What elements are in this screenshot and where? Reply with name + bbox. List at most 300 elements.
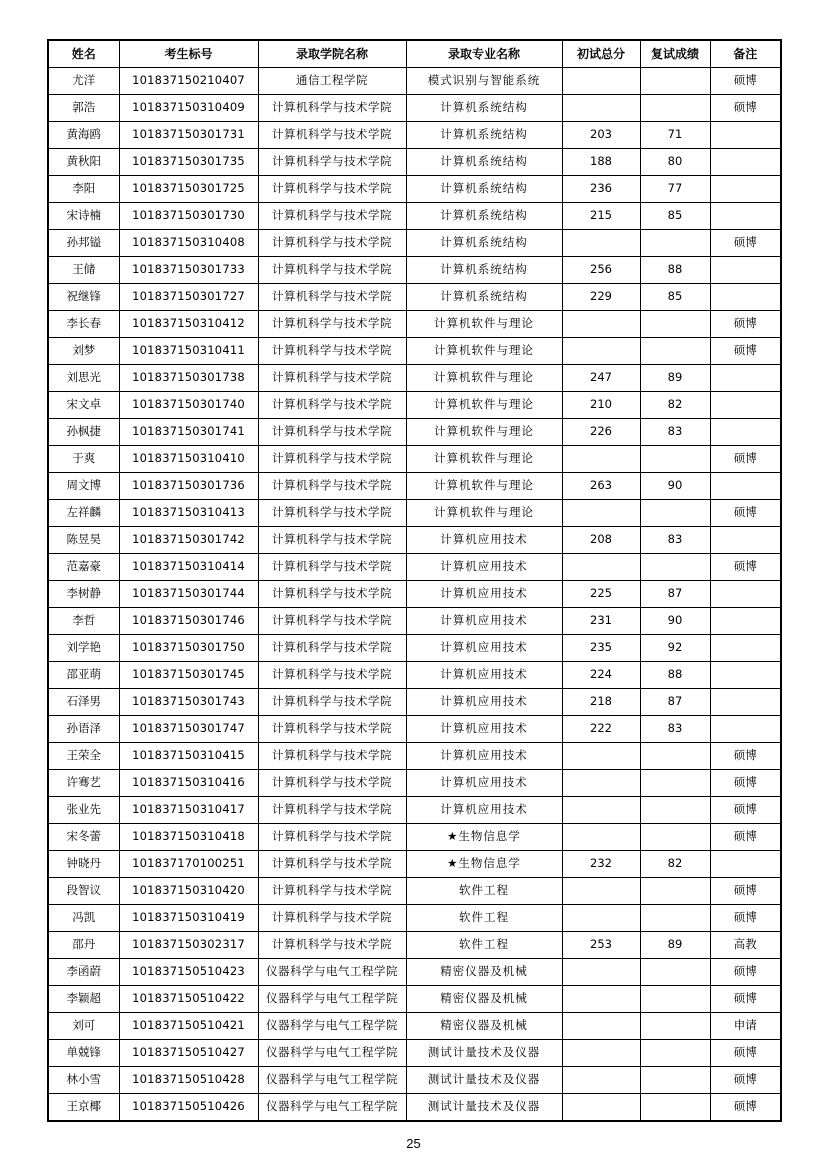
cell-candidate-id: 101837150301725 [119,176,258,203]
cell-college: 计算机科学与技术学院 [258,689,406,716]
cell-retest-score [640,338,710,365]
cell-name: 郭浩 [48,95,119,122]
cell-college: 计算机科学与技术学院 [258,473,406,500]
cell-retest-score: 83 [640,419,710,446]
cell-major: 计算机应用技术 [406,716,562,743]
cell-major: 模式识别与智能系统 [406,68,562,95]
cell-prelim-score [562,554,640,581]
table-row [48,365,781,392]
cell-prelim-score: 232 [562,851,640,878]
cell-name: 王京椰 [48,1094,119,1122]
cell-retest-score [640,68,710,95]
cell-retest-score [640,878,710,905]
cell-candidate-id: 101837150310411 [119,338,258,365]
admission-table [47,39,782,1122]
cell-college: 仪器科学与电气工程学院 [258,959,406,986]
cell-name: 王储 [48,257,119,284]
cell-college: 计算机科学与技术学院 [258,392,406,419]
cell-major: 计算机应用技术 [406,581,562,608]
cell-name: 陈昱昊 [48,527,119,554]
cell-candidate-id: 101837150310410 [119,446,258,473]
cell-remark: 硕博 [710,797,781,824]
cell-candidate-id: 101837150310418 [119,824,258,851]
cell-name: 石泽男 [48,689,119,716]
cell-prelim-score: 229 [562,284,640,311]
cell-college: 计算机科学与技术学院 [258,581,406,608]
cell-retest-score [640,986,710,1013]
cell-candidate-id: 101837150310416 [119,770,258,797]
cell-college: 计算机科学与技术学院 [258,716,406,743]
cell-prelim-score [562,500,640,527]
cell-remark [710,581,781,608]
cell-name: 邵亚萌 [48,662,119,689]
cell-name: 宋文卓 [48,392,119,419]
table-row [48,986,781,1013]
cell-name: 孙语泽 [48,716,119,743]
cell-remark [710,365,781,392]
cell-college: 仪器科学与电气工程学院 [258,1094,406,1122]
cell-remark: 硕博 [710,824,781,851]
cell-college: 计算机科学与技术学院 [258,149,406,176]
cell-prelim-score: 203 [562,122,640,149]
cell-remark: 高教 [710,932,781,959]
cell-prelim-score [562,959,640,986]
cell-retest-score: 82 [640,851,710,878]
cell-college: 计算机科学与技术学院 [258,365,406,392]
cell-remark [710,527,781,554]
cell-name: 宋诗楠 [48,203,119,230]
cell-major: 计算机系统结构 [406,95,562,122]
cell-major: 计算机应用技术 [406,743,562,770]
cell-candidate-id: 101837150510422 [119,986,258,1013]
cell-name: 刘学艳 [48,635,119,662]
cell-name: 李哲 [48,608,119,635]
table-row [48,338,781,365]
cell-college: 计算机科学与技术学院 [258,446,406,473]
cell-retest-score [640,770,710,797]
cell-retest-score [640,95,710,122]
cell-remark: 申请 [710,1013,781,1040]
cell-college: 通信工程学院 [258,68,406,95]
table-row [48,1040,781,1067]
table-row [48,905,781,932]
cell-retest-score: 88 [640,257,710,284]
cell-remark [710,608,781,635]
table-row [48,743,781,770]
cell-name: 黄海鸥 [48,122,119,149]
cell-remark: 硕博 [710,68,781,95]
cell-name: 邵丹 [48,932,119,959]
cell-remark [710,851,781,878]
cell-prelim-score: 188 [562,149,640,176]
cell-college: 计算机科学与技术学院 [258,608,406,635]
table-row [48,716,781,743]
cell-major: 计算机软件与理论 [406,338,562,365]
table-row [48,149,781,176]
cell-remark: 硕博 [710,1094,781,1122]
cell-name: 于爽 [48,446,119,473]
cell-remark: 硕博 [710,1040,781,1067]
cell-candidate-id: 101837150301741 [119,419,258,446]
cell-major: ★生物信息学 [406,851,562,878]
cell-major: 精密仪器及机械 [406,1013,562,1040]
cell-candidate-id: 101837150310420 [119,878,258,905]
cell-name: 尤洋 [48,68,119,95]
cell-remark: 硕博 [710,230,781,257]
cell-retest-score [640,1094,710,1122]
cell-college: 计算机科学与技术学院 [258,662,406,689]
cell-candidate-id: 101837150310413 [119,500,258,527]
cell-prelim-score: 210 [562,392,640,419]
cell-name: 钟晓丹 [48,851,119,878]
cell-name: 林小雪 [48,1067,119,1094]
cell-remark: 硕博 [710,500,781,527]
cell-major: 精密仪器及机械 [406,986,562,1013]
cell-remark: 硕博 [710,986,781,1013]
cell-college: 计算机科学与技术学院 [258,500,406,527]
cell-prelim-score [562,878,640,905]
header-name: 姓名 [48,40,119,68]
cell-college: 仪器科学与电气工程学院 [258,1040,406,1067]
cell-retest-score: 90 [640,473,710,500]
cell-college: 计算机科学与技术学院 [258,284,406,311]
cell-major: 测试计量技术及仪器 [406,1094,562,1122]
cell-prelim-score [562,986,640,1013]
table-row [48,176,781,203]
table-row [48,203,781,230]
table-row [48,95,781,122]
cell-prelim-score [562,1094,640,1122]
cell-college: 计算机科学与技术学院 [258,311,406,338]
table-row [48,797,781,824]
table-header-row [48,40,781,68]
cell-retest-score: 83 [640,527,710,554]
cell-retest-score: 80 [640,149,710,176]
cell-remark [710,176,781,203]
header-candidate-id: 考生标号 [119,40,258,68]
cell-major: 精密仪器及机械 [406,959,562,986]
cell-remark: 硕博 [710,95,781,122]
table-row [48,527,781,554]
cell-prelim-score: 235 [562,635,640,662]
table-row [48,554,781,581]
cell-prelim-score: 218 [562,689,640,716]
cell-college: 计算机科学与技术学院 [258,878,406,905]
cell-candidate-id: 101837150210407 [119,68,258,95]
cell-college: 计算机科学与技术学院 [258,824,406,851]
cell-prelim-score [562,1067,640,1094]
cell-major: 计算机应用技术 [406,770,562,797]
cell-prelim-score [562,905,640,932]
cell-candidate-id: 101837150301738 [119,365,258,392]
cell-remark [710,689,781,716]
cell-retest-score [640,554,710,581]
cell-college: 仪器科学与电气工程学院 [258,1013,406,1040]
cell-retest-score: 89 [640,932,710,959]
cell-candidate-id: 101837150301747 [119,716,258,743]
cell-candidate-id: 101837150301740 [119,392,258,419]
table-row [48,770,781,797]
cell-retest-score: 71 [640,122,710,149]
cell-remark [710,635,781,662]
table-row [48,689,781,716]
cell-name: 周文博 [48,473,119,500]
cell-name: 范嘉豪 [48,554,119,581]
cell-retest-score [640,824,710,851]
cell-college: 计算机科学与技术学院 [258,176,406,203]
cell-remark [710,122,781,149]
cell-major: 计算机系统结构 [406,257,562,284]
cell-name: 张业先 [48,797,119,824]
cell-candidate-id: 101837150301744 [119,581,258,608]
cell-prelim-score [562,1013,640,1040]
table-row [48,230,781,257]
cell-candidate-id: 101837150510427 [119,1040,258,1067]
cell-name: 李树静 [48,581,119,608]
cell-prelim-score [562,68,640,95]
cell-college: 计算机科学与技术学院 [258,338,406,365]
cell-prelim-score: 225 [562,581,640,608]
cell-name: 李长春 [48,311,119,338]
cell-major: 计算机软件与理论 [406,446,562,473]
cell-name: 刘思光 [48,365,119,392]
cell-major: 计算机软件与理论 [406,365,562,392]
cell-prelim-score: 231 [562,608,640,635]
cell-candidate-id: 101837150301743 [119,689,258,716]
cell-major: 计算机应用技术 [406,689,562,716]
cell-prelim-score: 215 [562,203,640,230]
cell-remark [710,257,781,284]
cell-college: 计算机科学与技术学院 [258,554,406,581]
cell-retest-score: 77 [640,176,710,203]
cell-candidate-id: 101837150310417 [119,797,258,824]
cell-retest-score: 92 [640,635,710,662]
cell-name: 刘梦 [48,338,119,365]
cell-candidate-id: 101837150310419 [119,905,258,932]
cell-prelim-score [562,230,640,257]
cell-prelim-score: 226 [562,419,640,446]
cell-major: 软件工程 [406,932,562,959]
table-row [48,311,781,338]
cell-remark: 硕博 [710,1067,781,1094]
cell-name: 许骞艺 [48,770,119,797]
cell-name: 孙枫捷 [48,419,119,446]
cell-major: 计算机软件与理论 [406,419,562,446]
cell-candidate-id: 101837150301745 [119,662,258,689]
cell-retest-score [640,1040,710,1067]
cell-name: 王荣全 [48,743,119,770]
cell-prelim-score: 247 [562,365,640,392]
cell-remark [710,392,781,419]
cell-college: 计算机科学与技术学院 [258,203,406,230]
table-row [48,500,781,527]
table-row [48,284,781,311]
header-retest-score: 复试成绩 [640,40,710,68]
cell-candidate-id: 101837150301731 [119,122,258,149]
cell-retest-score: 88 [640,662,710,689]
table-row [48,581,781,608]
cell-major: ★生物信息学 [406,824,562,851]
cell-remark: 硕博 [710,770,781,797]
cell-candidate-id: 101837150301735 [119,149,258,176]
cell-college: 计算机科学与技术学院 [258,905,406,932]
cell-college: 计算机科学与技术学院 [258,932,406,959]
cell-candidate-id: 101837150302317 [119,932,258,959]
cell-retest-score: 87 [640,689,710,716]
table-row [48,1013,781,1040]
cell-prelim-score: 263 [562,473,640,500]
cell-remark [710,473,781,500]
cell-remark [710,662,781,689]
cell-remark [710,284,781,311]
cell-candidate-id: 101837150301733 [119,257,258,284]
cell-prelim-score [562,95,640,122]
cell-candidate-id: 101837150301750 [119,635,258,662]
cell-major: 计算机应用技术 [406,635,562,662]
cell-major: 计算机系统结构 [406,122,562,149]
cell-major: 计算机软件与理论 [406,392,562,419]
cell-name: 宋冬蕾 [48,824,119,851]
cell-candidate-id: 101837150510423 [119,959,258,986]
cell-remark: 硕博 [710,338,781,365]
page-number: 25 [406,1136,421,1151]
cell-name: 李颖超 [48,986,119,1013]
cell-major: 测试计量技术及仪器 [406,1040,562,1067]
cell-major: 计算机系统结构 [406,149,562,176]
table-row [48,392,781,419]
cell-remark: 硕博 [710,554,781,581]
table-row [48,122,781,149]
cell-major: 计算机系统结构 [406,284,562,311]
table-row [48,824,781,851]
cell-name: 李函蔚 [48,959,119,986]
table-row [48,608,781,635]
cell-remark: 硕博 [710,878,781,905]
cell-name: 李阳 [48,176,119,203]
cell-candidate-id: 101837150310409 [119,95,258,122]
cell-retest-score: 83 [640,716,710,743]
table-row [48,878,781,905]
cell-major: 计算机软件与理论 [406,473,562,500]
cell-retest-score [640,1067,710,1094]
cell-retest-score [640,743,710,770]
cell-prelim-score [562,1040,640,1067]
cell-retest-score: 85 [640,203,710,230]
cell-name: 冯凯 [48,905,119,932]
cell-candidate-id: 101837150510426 [119,1094,258,1122]
header-prelim-score: 初试总分 [562,40,640,68]
table-body [48,68,781,1122]
cell-major: 计算机应用技术 [406,527,562,554]
cell-name: 单兢锋 [48,1040,119,1067]
cell-retest-score [640,446,710,473]
cell-major: 软件工程 [406,878,562,905]
cell-college: 计算机科学与技术学院 [258,743,406,770]
cell-major: 测试计量技术及仪器 [406,1067,562,1094]
table-row [48,851,781,878]
cell-retest-score [640,797,710,824]
cell-remark: 硕博 [710,743,781,770]
cell-candidate-id: 101837150301730 [119,203,258,230]
cell-prelim-score [562,824,640,851]
cell-retest-score: 87 [640,581,710,608]
cell-major: 计算机应用技术 [406,662,562,689]
cell-candidate-id: 101837150301742 [119,527,258,554]
cell-retest-score [640,230,710,257]
cell-candidate-id: 101837150310414 [119,554,258,581]
cell-college: 计算机科学与技术学院 [258,770,406,797]
cell-retest-score: 82 [640,392,710,419]
table-row [48,257,781,284]
cell-candidate-id: 101837150310408 [119,230,258,257]
cell-remark: 硕博 [710,959,781,986]
cell-prelim-score [562,770,640,797]
cell-major: 软件工程 [406,905,562,932]
cell-candidate-id: 101837150301727 [119,284,258,311]
table-row [48,473,781,500]
cell-name: 黄秋阳 [48,149,119,176]
header-remark: 备注 [710,40,781,68]
cell-candidate-id: 101837150310415 [119,743,258,770]
cell-remark [710,419,781,446]
cell-prelim-score: 224 [562,662,640,689]
cell-prelim-score: 256 [562,257,640,284]
cell-major: 计算机系统结构 [406,203,562,230]
table-row [48,1094,781,1122]
table-row [48,419,781,446]
cell-retest-score: 89 [640,365,710,392]
cell-retest-score [640,959,710,986]
table-row [48,662,781,689]
table-row [48,446,781,473]
table-row [48,932,781,959]
cell-prelim-score [562,797,640,824]
cell-prelim-score: 208 [562,527,640,554]
cell-remark: 硕博 [710,905,781,932]
cell-candidate-id: 101837150301736 [119,473,258,500]
cell-remark: 硕博 [710,311,781,338]
cell-retest-score [640,1013,710,1040]
cell-major: 计算机系统结构 [406,176,562,203]
cell-college: 计算机科学与技术学院 [258,797,406,824]
cell-candidate-id: 101837170100251 [119,851,258,878]
cell-college: 计算机科学与技术学院 [258,851,406,878]
table-row [48,635,781,662]
cell-retest-score: 90 [640,608,710,635]
cell-prelim-score: 253 [562,932,640,959]
cell-major: 计算机软件与理论 [406,311,562,338]
cell-prelim-score [562,338,640,365]
cell-remark [710,149,781,176]
cell-college: 计算机科学与技术学院 [258,230,406,257]
cell-retest-score [640,500,710,527]
cell-college: 仪器科学与电气工程学院 [258,986,406,1013]
cell-candidate-id: 101837150510421 [119,1013,258,1040]
cell-candidate-id: 101837150301746 [119,608,258,635]
cell-prelim-score [562,311,640,338]
cell-college: 计算机科学与技术学院 [258,635,406,662]
header-major: 录取专业名称 [406,40,562,68]
cell-major: 计算机应用技术 [406,554,562,581]
cell-retest-score [640,905,710,932]
cell-retest-score: 85 [640,284,710,311]
header-college: 录取学院名称 [258,40,406,68]
cell-prelim-score [562,743,640,770]
cell-name: 段智议 [48,878,119,905]
cell-major: 计算机系统结构 [406,230,562,257]
cell-remark: 硕博 [710,446,781,473]
cell-prelim-score [562,446,640,473]
